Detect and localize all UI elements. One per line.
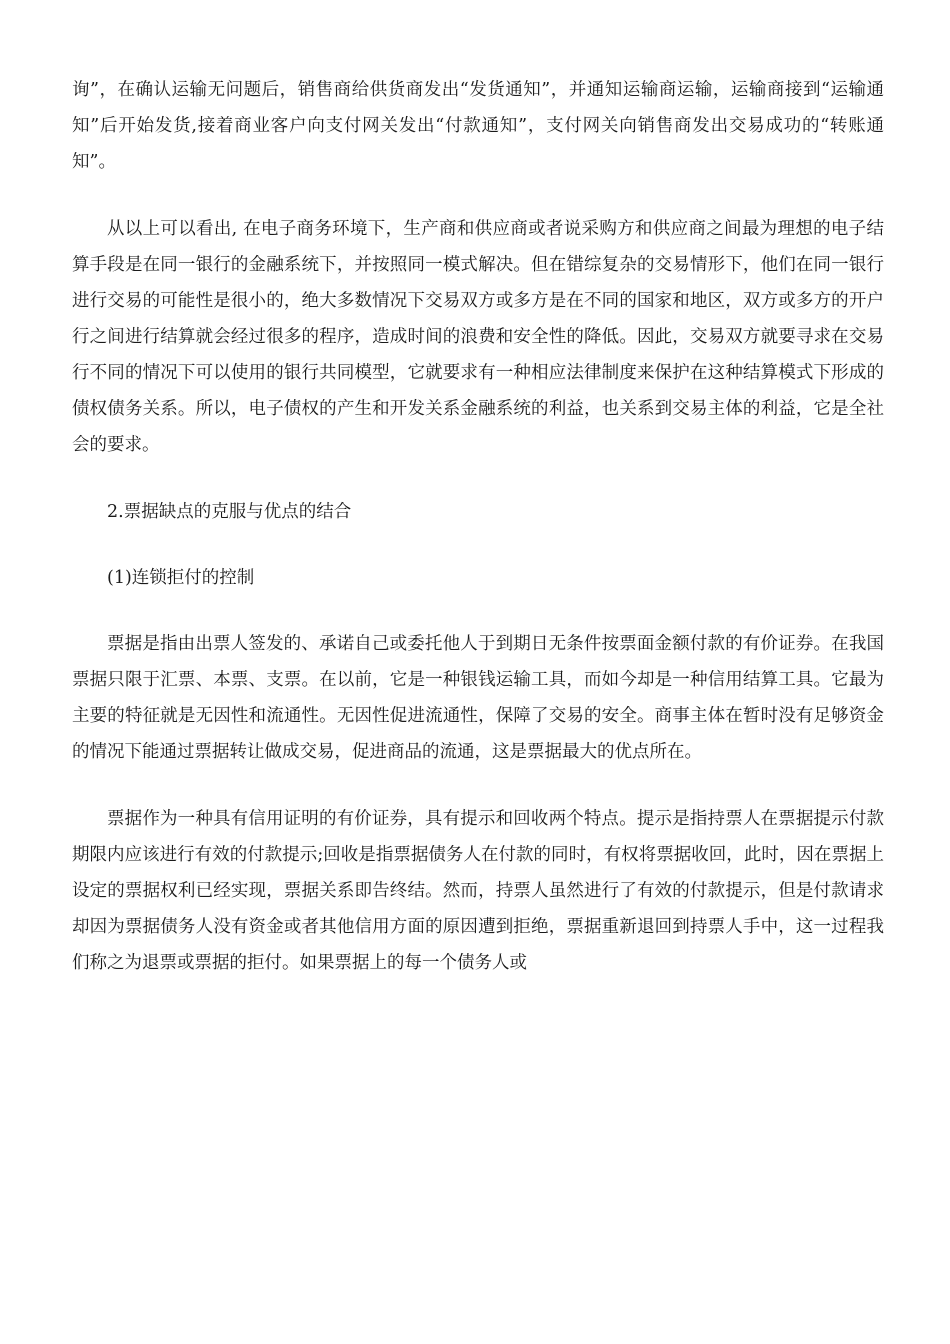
paragraph-bill-definition: 票据是指由出票人签发的、承诺自己或委托他人于到期日无条件按票面金额付款的有价证券。在我国票据只限于汇票、本票、支票。在以前，它是一种银钱运输工具，而如今却是一种信用结算工具。它最为主要的特征就是无因性和流通性。无因性促进流通性，保障了交易的安全。商事主体在暂时没有足够资金的情况下能通过票据转让做成交易，促进商品的流通，这是票据最大的优点所在。 [72,634,884,762]
section-heading: 2.票据缺点的克服与优点的结合 [107,502,352,522]
paragraph-bill-features: 票据作为一种具有信用证明的有价证券，具有提示和回收两个特点。提示是指持票人在票据提示付款期限内应该进行有效的付款提示;回收是指票据债务人在付款的同时，有权将票据收回，此时，因在票据上设定的票据权利已经实现，票据关系即告终结。然而，持票人虽然进行了有效的付款提示，但是付款请求却因为票据债务人没有资金或者其他信用方面的原因遭到拒绝，票据重新退回到持票人手中，这一过程我们称之为退票或票据的拒付。如果票据上的每一个债务人或 [72,809,884,973]
subsection-heading: (1)连锁拒付的控制 [107,568,255,588]
paragraph-continuation: 询”，在确认运输无问题后，销售商给供货商发出“发货通知”，并通知运输商运输，运输商接到“运输通知”后开始发货,接着商业客户向支付网关发出“付款通知”，支付网关向销售商发出交易成功的“转账通知”。 [72,80,884,172]
paragraph-analysis: 从以上可以看出, 在电子商务环境下，生产商和供应商或者说采购方和供应商之间最为理想的电子结算手段是在同一银行的金融系统下，并按照同一模式解决。但在错综复杂的交易情形下，他们在同一银行进行交易的可能性是很小的，绝大多数情况下交易双方或多方是在不同的国家和地区，双方或多方的开户行之间进行结算就会经过很多的程序，造成时间的浪费和安全性的降低。因此，交易双方就要寻求在交易行不同的情况下可以使用的银行共同模型，它就要求有一种相应法律制度来保护在这种结算模式下形成的债权债务关系。所以，电子债权的产生和开发关系金融系统的利益，也关系到交易主体的利益，它是全社会的要求。 [72,219,884,455]
document-body [72,72,884,1012]
